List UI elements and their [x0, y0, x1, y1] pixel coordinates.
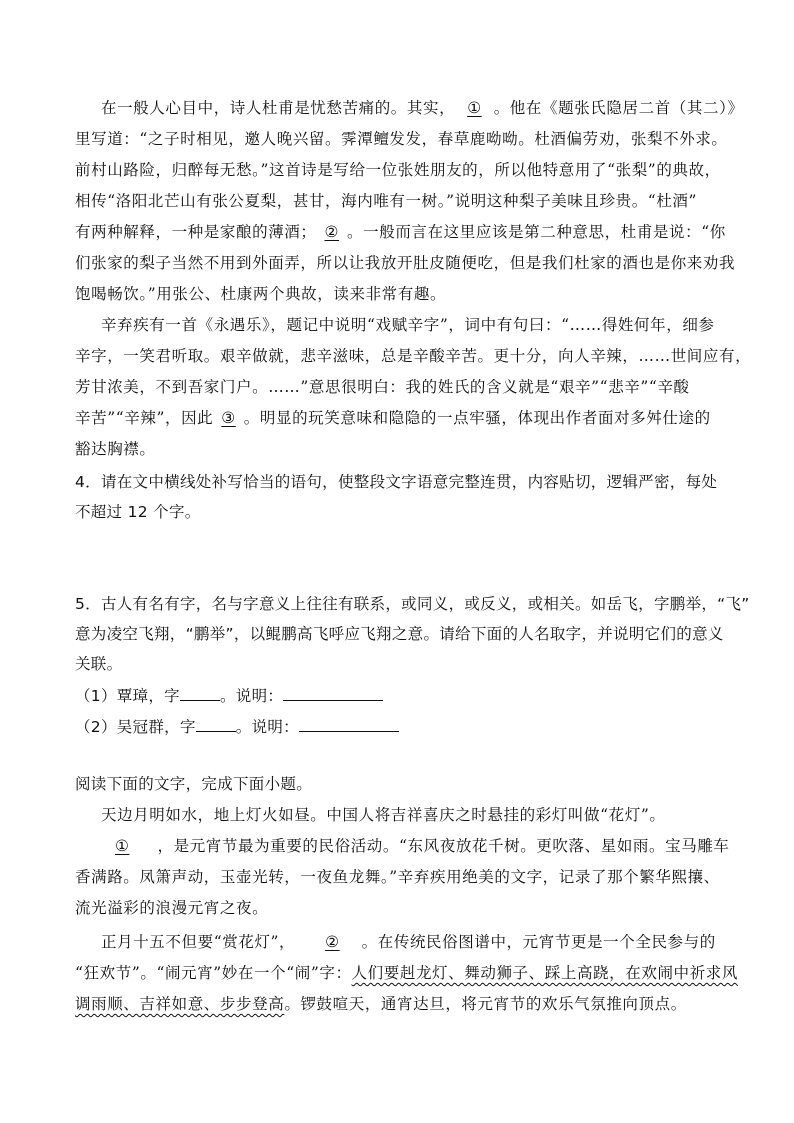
- passage1-line: [101, 96, 744, 118]
- passage-text: 正月十五不但要“赏花灯”，: [101, 933, 296, 951]
- question-4: 不超过 12 个字。: [75, 503, 201, 521]
- question-5: 5．古人有名有字，名与字意义上往往有联系，或同义，或反义，或相关。如岳飞，字鹏举，“飞”: [75, 595, 750, 613]
- passage-text: 在一般人心目中，诗人杜甫是忧愁苦痛的。其实，: [101, 99, 456, 117]
- blank-2: ②: [324, 223, 340, 241]
- passage1-line: 们张家的梨子当然不用到外面弄，所以让我放开肚皮随便吃，但是我们杜家的酒也是你来劝我: [75, 254, 736, 272]
- passage-text: 。明显的玩笑意味和隐隐的一点牢骚，体现出作者面对多舛仕途的: [243, 409, 711, 427]
- passage1-line: 辛弃疾有一首《永遇乐》，题记中说明“戏赋辛字”，词中有句曰：“……得姓何年，细参: [101, 316, 715, 334]
- passage1-line: 前村山路险，归醉每无愁。”这首诗是写给一位张姓朋友的，所以他特意用了“张梨”的典故，: [75, 161, 721, 179]
- question-5-item-2: [75, 715, 399, 737]
- answer-blank[interactable]: [283, 686, 383, 701]
- passage2-line: 天边月明如水，地上灯火如昼。中国人将吉祥喜庆之时悬挂的彩灯叫做“花灯”。: [101, 806, 666, 824]
- passage2-line: 流光溢彩的浪漫元宵之夜。: [75, 899, 269, 917]
- passage1-line: 辛字，一笑君听取。艰辛做就，悲辛滋味，总是辛酸辛苦。更十分，向人辛辣，……世间应有，: [75, 347, 752, 365]
- passage-text: 有两种解释，一种是家酿的薄酒；: [75, 223, 317, 241]
- passage-text: 。锣鼓喧天，通宵达旦，将元宵节的欢乐气氛推向顶点。: [284, 995, 687, 1013]
- item-label: 。说明：: [235, 718, 299, 736]
- passage-text: 。他在《题张氏隐居二首（其二）》: [493, 99, 744, 117]
- question-5-item-1: [75, 684, 383, 706]
- passage2-line: [75, 961, 738, 983]
- passage1-line: 相传“洛阳北芒山有张公夏梨，甚甘，海内唯有一树。”说明这种梨子美味且珍贵。“杜酒”: [75, 192, 698, 210]
- question-5: 关联。: [75, 655, 123, 673]
- passage-text: 。在传统民俗图谱中，元宵节更是一个全民参与的: [361, 933, 716, 951]
- passage-text: 。一般而言在这里应该是第二种意思，杜甫是说：“你: [347, 223, 726, 241]
- passage1-line: 豁达胸襟。: [75, 440, 156, 458]
- wavy-underlined-text: 调雨顺、吉祥如意、步步登高: [75, 995, 285, 1013]
- blank-1: ①: [467, 99, 482, 117]
- passage1-line: [75, 406, 711, 428]
- item-label: 。说明：: [219, 687, 284, 705]
- question-5: 意为凌空飞翔，“鹏举”，以鲲鹏高飞呼应飞翔之意。请给下面的人名取字，并说明它们的意义: [75, 625, 724, 643]
- blank-2: ②: [325, 933, 340, 951]
- passage-text: “狂欢节”。“闹元宵”妙在一个“闹”字：: [75, 964, 352, 982]
- answer-blank[interactable]: [180, 686, 220, 701]
- passage-text: ，是元宵节最为重要的民俗活动。“东风夜放花千树。更吹落、星如雨。宝马雕车: [157, 837, 730, 855]
- passage2-line: [75, 834, 730, 856]
- wavy-underlined-text: 人们要赳龙灯、舞动狮子、踩上高跷，在欢闹中祈求风: [351, 964, 738, 982]
- passage2-line: 香满路。凤箫声动，玉壶光转，一夜鱼龙舞。”辛弃疾用绝美的文字，记录了那个繁华熙攘、: [75, 868, 720, 886]
- blank-1: ①: [115, 837, 130, 855]
- passage1-line: [75, 220, 726, 242]
- passage2-line: [75, 992, 687, 1014]
- answer-blank[interactable]: [196, 717, 236, 732]
- answer-blank[interactable]: [299, 717, 399, 732]
- question-4: 4．请在文中横线处补写恰当的语句，使整段文字语意完整连贯，内容贴切，逻辑严密，每处: [75, 473, 718, 491]
- blank-3: ③: [221, 409, 236, 427]
- passage2-line: [101, 930, 716, 952]
- passage-text: 辛苦”“辛辣”，因此: [75, 409, 214, 427]
- passage1-line: 饱喝畅饮。”用张公、杜康两个典故，读来非常有趣。: [75, 285, 447, 303]
- passage1-line: 里写道：“之子时相见，邀人晚兴留。霁潭鳣发发，春草鹿呦呦。杜酒偏劳劝，张梨不外求。: [75, 130, 728, 148]
- passage1-line: 芳甘浓美，不到吾家门户。……”意思很明白：我的姓氏的含义就是“艰辛”“悲辛”“辛酸: [75, 378, 690, 396]
- item-label: （1）覃璋，字: [75, 687, 180, 705]
- item-label: （2）吴冠群，字: [75, 718, 196, 736]
- reading-intro: 阅读下面的文字，完成下面小题。: [75, 775, 313, 793]
